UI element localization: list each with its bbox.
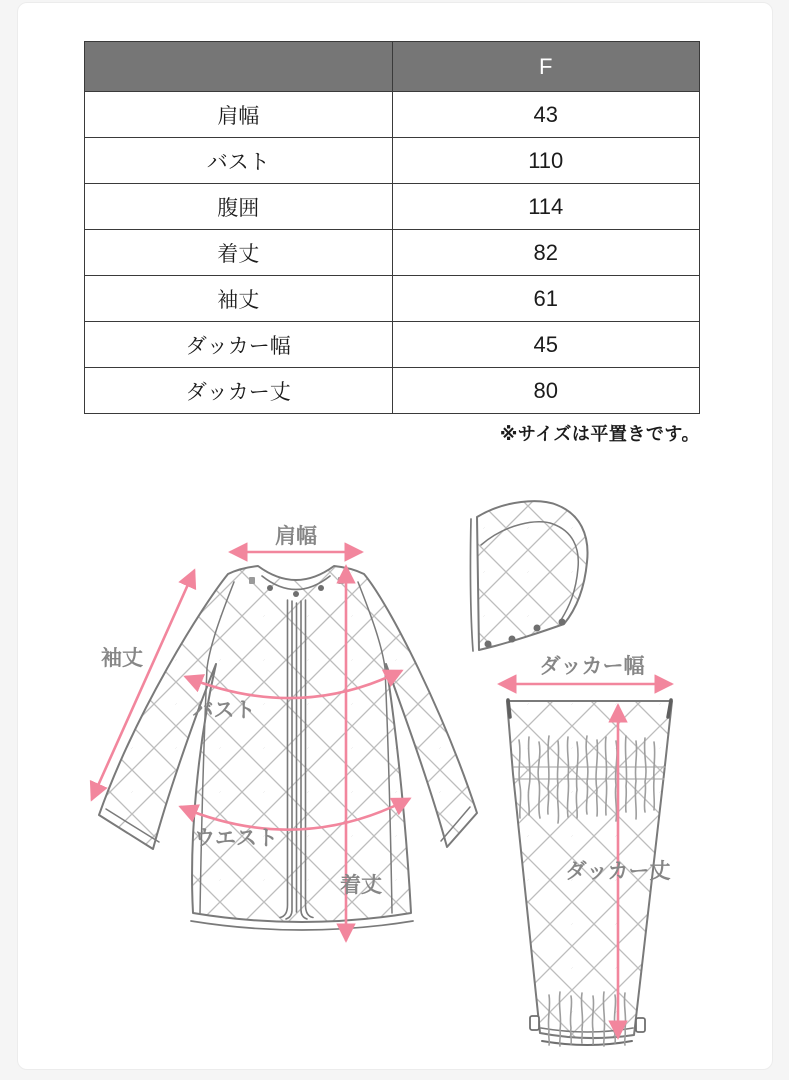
- coat-illustration: [99, 566, 477, 930]
- measure-value-cell: 80: [392, 368, 700, 414]
- measure-value-cell: 61: [392, 276, 700, 322]
- dacker-width-label: ダッカー幅: [539, 655, 645, 678]
- measure-value-cell: 114: [392, 184, 700, 230]
- measure-label-cell: 肩幅: [85, 92, 393, 138]
- hood-illustration: [470, 501, 587, 651]
- waist-label: ウエスト: [194, 827, 278, 850]
- sleeve-length-label: 袖丈: [101, 647, 143, 670]
- size-column-header: F: [392, 42, 700, 92]
- measure-label-cell: ダッカー丈: [85, 368, 393, 414]
- measure-label-cell: 腹囲: [85, 184, 393, 230]
- measure-value-cell: 82: [392, 230, 700, 276]
- dacker-length-label: ダッカー丈: [565, 860, 671, 883]
- measure-label-cell: ダッカー幅: [85, 322, 393, 368]
- measure-label-cell: 着丈: [85, 230, 393, 276]
- shoulder-width-label: 肩幅: [275, 525, 317, 548]
- flat-measurement-note: ※サイズは平置きです。: [499, 424, 700, 444]
- measure-label-cell: 袖丈: [85, 276, 393, 322]
- measure-value-cell: 110: [392, 138, 700, 184]
- body-length-label: 着丈: [340, 874, 382, 897]
- hood-quilting: [477, 501, 588, 650]
- hood-front-band: [470, 519, 473, 651]
- measure-value-cell: 43: [392, 92, 700, 138]
- measure-label-cell: バスト: [85, 138, 393, 184]
- dacker-left-corner-cap: [508, 700, 510, 717]
- measure-value-cell: 45: [392, 322, 700, 368]
- bust-label: バスト: [192, 699, 256, 722]
- dacker-bottom-edge: [542, 1041, 632, 1045]
